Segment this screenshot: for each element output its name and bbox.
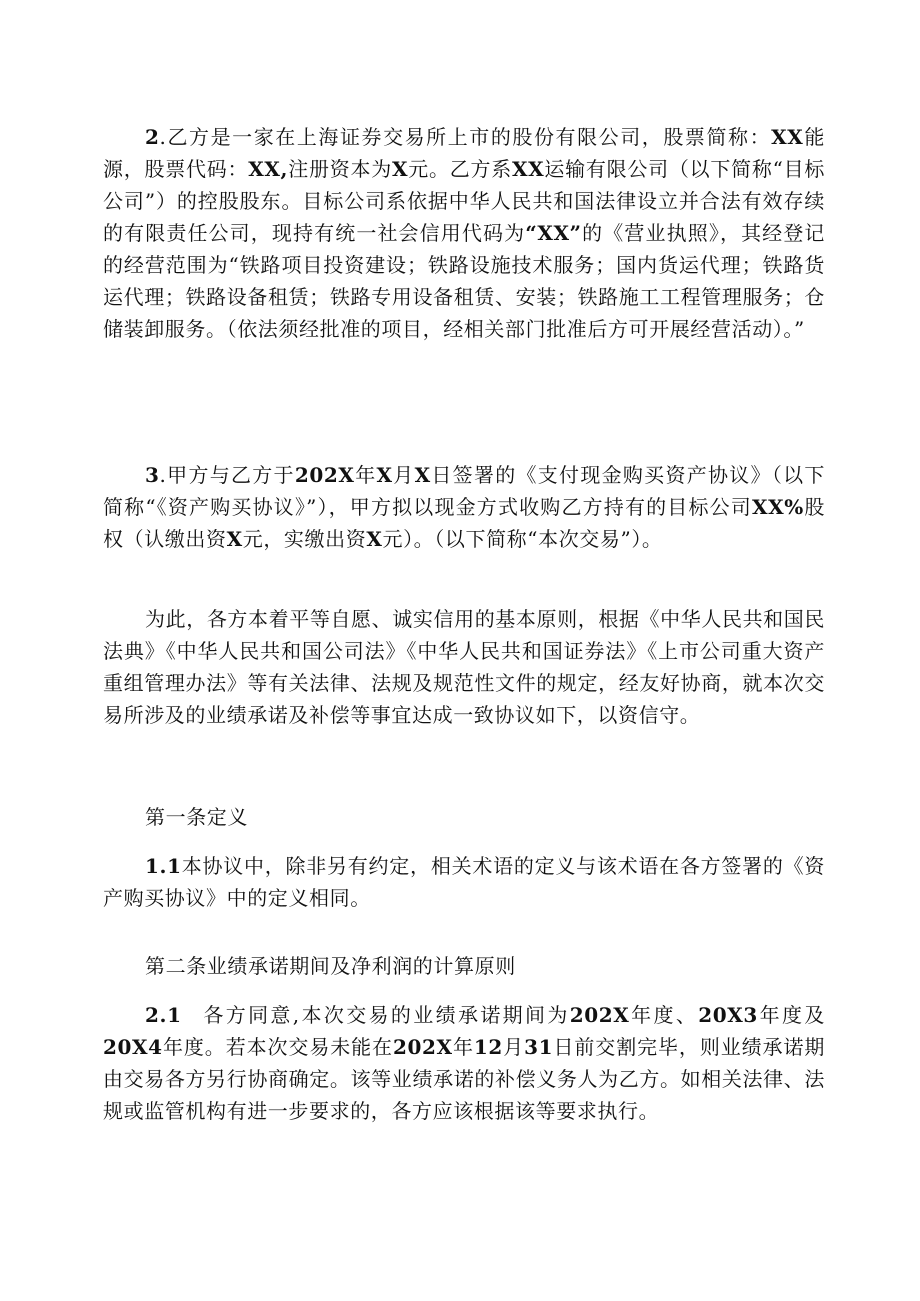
text-segment: 月 [502,1035,525,1059]
text-segment: 年度及 [757,1003,825,1027]
text-segment: 股权（认缴出资 [103,495,825,551]
text-segment: 本协议中，除非另有约定，相关术语的定义与该术语在各方签署的《资产购买协议》中的定义相同。 [103,854,825,910]
text-segment: 月 [392,463,415,487]
clause-3-paragraph [103,459,825,555]
paid-in-capital: X [366,527,383,551]
target-company-name: XX [512,157,545,181]
clause-number: 2.1 [145,1003,182,1027]
subscribed-capital: X [226,527,243,551]
text-segment: 元）。（以下简称“本次交易”）。 [382,527,663,551]
text-segment: 注册资本为 [288,157,392,181]
year-value: 20X4 [103,1035,163,1059]
day-value: 31 [524,1035,554,1059]
text-segment: 日签署的《支付现金购买资产协议》（以下简称“《资产购买协议》”），甲方拟以现金方式收购乙方持有的目标公司 [103,463,825,519]
month-value: X [376,463,393,487]
year-value: 202X [294,463,355,487]
text-segment: 运输有限公司（以下简称“目标公司”）的控股股东。目标公司系依据中华人民共和国法律设立并合法有效存续的有限责任公司，现持有统一社会信用代码为 [103,157,826,245]
text-segment: 年度。若本次交易未能在 [162,1035,393,1059]
text-segment: 能源，股票代码： [103,125,825,181]
clause-number: 1.1 [145,854,182,878]
text-segment: 元。乙方系 [408,157,513,181]
text-segment: 日前交割完毕，则业绩承诺期由交易各方另行协商确定。该等业绩承诺的补偿义务人为乙方。如相关法律、法规或监管机构有进一步要求的，各方应该根据该等要求执行。 [103,1035,825,1123]
clause-2-1-paragraph [103,999,825,1127]
year-value: 20X3 [698,1003,758,1027]
stock-code: XX, [248,157,289,181]
clause-number: 3 [145,463,160,487]
text-segment: 元，实缴出资 [242,527,367,551]
year-value: 202X [569,1003,630,1027]
text-segment: 年 [452,1035,474,1059]
preamble-paragraph: 为此，各方本着平等自愿、诚实信用的基本原则，根据《中华人民共和国民法典》《中华人民共和国公司法》《中华人民共和国证券法》《上市公司重大资产重组管理办法》等有关法律、法规及规范性文件的规定，经友好协商，就本次交易所涉及的业绩承诺及补偿等事宜达成一致协议如下，以资信守。 [103,607,825,727]
day-value: X [414,463,431,487]
text-segment: 年 [354,463,377,487]
registered-capital: X [391,157,409,181]
clause-2-paragraph [103,121,825,345]
article-2-heading: 第二条业绩承诺期间及净利润的计算原则 [145,954,516,978]
article-1-heading: 第一条定义 [145,805,248,829]
text-segment: .甲方与乙方于 [159,463,295,487]
text-segment: 各方同意,本次交易的业绩承诺期间为 [201,1003,570,1027]
credit-code: “XX” [525,221,582,245]
text-segment: .乙方是一家在上海证券交易所上市的股份有限公司，股票简称： [159,125,772,149]
equity-percent: XX% [751,495,804,519]
month-value: 12 [473,1035,503,1059]
stock-short-name: XX [771,125,804,149]
clause-number: 2 [145,125,160,149]
year-value: 202X [392,1035,453,1059]
text-segment: 年度、 [629,1003,699,1027]
text-segment: 的《营业执照》，其经登记的经营范围为“铁路项目投资建设；铁路设施技术服务；国内货运代理；铁路货运代理；铁路设备租赁；铁路专用设备租赁、安装；铁路施工工程管理服务；仓储装卸服务。（依法须经批准的项目，经相关部门批准后方可开展经营活动）。” [103,221,826,341]
clause-1-1-paragraph [103,850,825,914]
